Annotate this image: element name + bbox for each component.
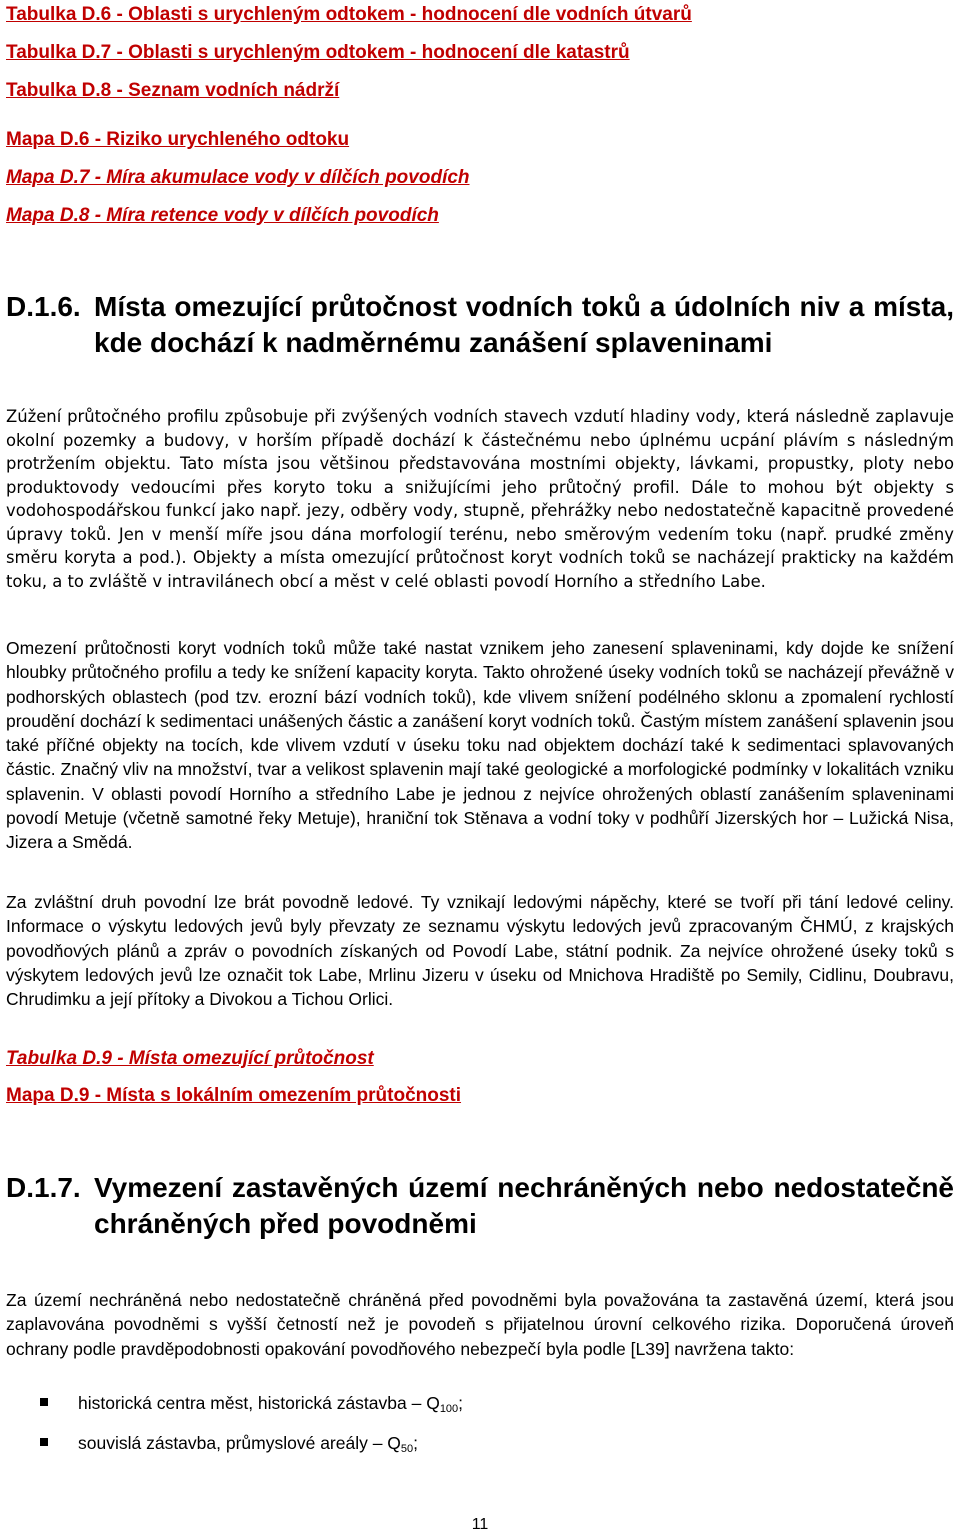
paragraph-sedimentation: Omezení průtočnosti koryt vodních toků může také nastat vznikem jeho zanesení splaveninami, kdy dojde ke snížení hloubky průtočného profilu a tedy ke snížení kapacity koryta. Takto ohrožené úseky vodních toků se nacházejí převážně v podhorských oblastech (pod tzv. erozní bází vodních toků), kde vlivem snížení podélného sklonu a zpomalení rychlostí proudění dochází k sedimentaci unášených částic a zanášení koryt vodních toků. Častým místem zanášení splavenin jsou také příčné objekty na tocích, kde vlivem vzdutí v úseku toku nad objektem dochází také k sedimentaci splavovaných částic. Značný vliv na množství, tvar a velikost splavenin mají také geologické a morfologické podmínky v lokalitách vzniku splavenin. V oblasti povodí Horního a středního Labe je jednou z nejvíce ohrožených oblastí zanášením splaveninami povodí Metuje (včetně samotné řeky Metuje), hraniční tok Stěnava a vodní toky v podhůří Jizerských hor – Lužická Nisa, Jizera a Smědá. xyxy=(6,638,954,853)
section-heading-d16 xyxy=(6,289,954,361)
list-item-subscript: 50 xyxy=(400,1443,414,1455)
paragraph-ice-floods: Za zvláštní druh povodní lze brát povodně ledové. Ty vznikají ledovými nápěchy, které se tvoří při tání ledové celiny. Informace o výskytu ledových jevů byly převzaty ze seznamu výskytu ledových jevů zpracovaným ČHMÚ, z krajských povodňových plánů a zpráv o povodních získaných od Povodí Labe, státní podnik. Za nejvíce ohrožené úseky toků s výskytem ledových jevů lze označit tok Labe, Mrlinu Jizeru v úseku od Mnichova Hradiště po Semily, Cidlinu, Doubravu, Chrudimku a její přítoky a Divokou a Tichou Orlici. xyxy=(6,892,954,1010)
link-tabulka-d7[interactable]: Tabulka D.7 - Oblasti s urychleným odtokem - hodnocení dle katastrů xyxy=(6,42,630,63)
page-number: 11 xyxy=(471,1516,489,1533)
link-tabulka-d6[interactable]: Tabulka D.6 - Oblasti s urychleným odtokem - hodnocení dle vodních útvarů xyxy=(6,4,692,25)
link-tabulka-d8[interactable]: Tabulka D.8 - Seznam vodních nádrží xyxy=(6,80,340,101)
link-mapa-d6[interactable]: Mapa D.6 - Riziko urychleného odtoku xyxy=(6,129,350,150)
square-bullet-icon xyxy=(40,1438,48,1446)
section-title: Vymezení zastavěných území nechráněných nebo nedostatečně chráněných před povodněmi xyxy=(94,1172,954,1239)
list-item xyxy=(6,1391,946,1421)
list-item xyxy=(6,1431,946,1461)
link-mapa-d9[interactable]: Mapa D.9 - Místa s lokálním omezením průtočnosti xyxy=(6,1085,462,1106)
link-mapa-d8[interactable]: Mapa D.8 - Míra retence vody v dílčích povodích xyxy=(6,205,439,226)
protection-level-list xyxy=(6,1391,946,1471)
link-tabulka-d9[interactable]: Tabulka D.9 - Místa omezující průtočnost xyxy=(6,1048,374,1069)
square-bullet-icon xyxy=(40,1398,48,1406)
paragraph-unprotected-areas: Za území nechráněná nebo nedostatečně chráněná před povodněmi byla považována ta zastavěná území, která jsou zaplavována povodněmi s vyšší četností než je povodeň s přijatelnou úrovní celkového rizika. Doporučená úroveň ochrany podle pravděpodobnosti opakování povodňového nebezpečí byla podle [L39] navržena takto: xyxy=(6,1290,954,1359)
list-item-text: historická centra měst, historická zástavba – Q xyxy=(78,1393,440,1413)
list-item-tail: ; xyxy=(413,1433,419,1453)
section-number: D.1.6. xyxy=(6,291,81,322)
section-number: D.1.7. xyxy=(6,1172,81,1203)
section-title: Místa omezující průtočnost vodních toků a údolních niv a místa, kde dochází k nadměrnému zanášení splaveninami xyxy=(94,291,954,358)
paragraph-restrictions: Zúžení průtočného profilu způsobuje při zvýšených vodních stavech vzdutí hladiny vody, která následně zaplavuje okolní pozemky a budovy, v horším případě dochází k částečnému nebo úplnému ucpání plávím s následným protržením objektu. Tato místa jsou většinou představována mostními objekty, lávkami, propustky, ploty nebo produktovody vedoucími přes koryto toku a snižujícími jeho průtočný profil. Dále to mohou být objekty s vodohospodářskou funkcí jako např. jezy, odběry vody, stupně, přehrážky nebo nedostatečně kapacitně provedené úpravy toků. Jen v menší míře jsou dána morfologií terénu, nebo směrovým vedením toku (např. prudké změny směru koryta a pod.). Objekty a místa omezující průtočnost koryt vodních toků se nacházejí prakticky na každém toku, a to zvláště v intravilánech obcí a měst v celé oblasti povodí Horního a středního Labe. xyxy=(6,407,954,591)
link-mapa-d7[interactable]: Mapa D.7 - Míra akumulace vody v dílčích povodích xyxy=(6,167,470,188)
list-item-subscript: 100 xyxy=(439,1403,459,1415)
list-item-text: souvislá zástavba, průmyslové areály – Q xyxy=(78,1433,401,1453)
list-item-tail: ; xyxy=(458,1393,464,1413)
section-heading-d17 xyxy=(6,1170,954,1242)
